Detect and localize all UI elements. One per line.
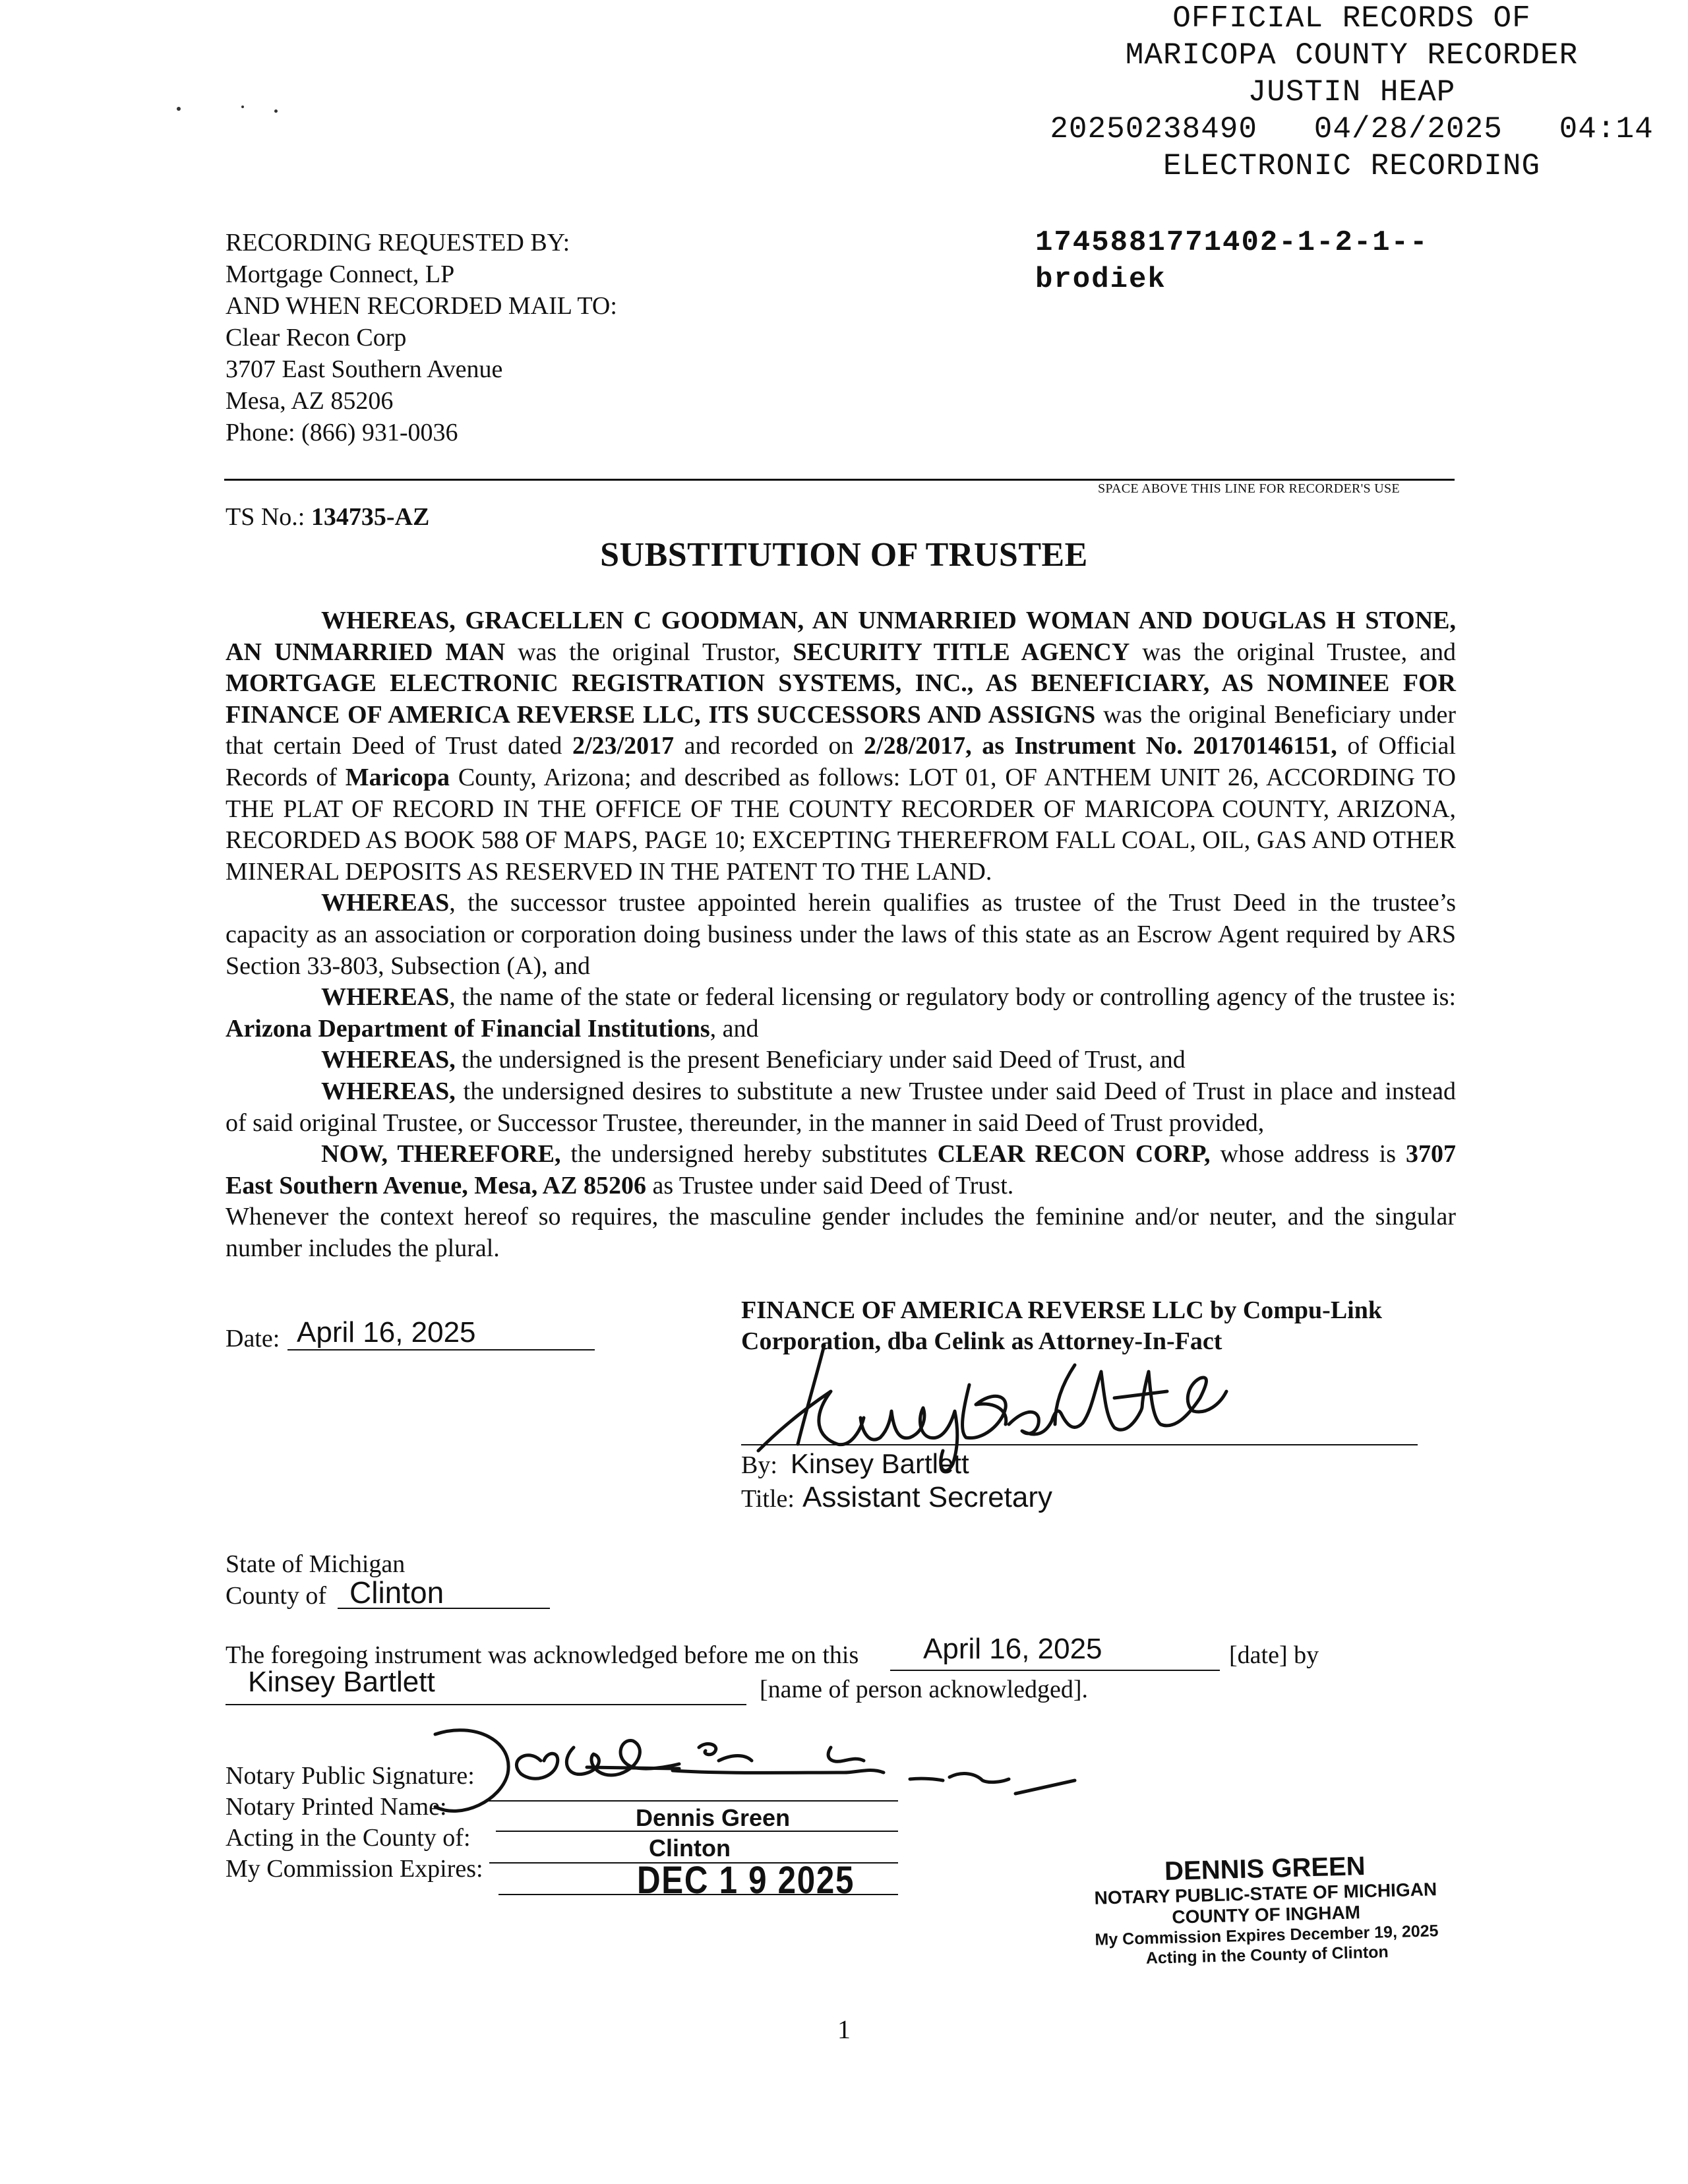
- original-beneficiary: MORTGAGE ELECTRONIC REGISTRATION SYSTEMS, INC., AS BENEFICIARY, AS NOMINEE FOR FINANCE OF AMERICA REVERSE LLC, ITS SUCCESSORS AND ASSIGNS: [226, 669, 1456, 729]
- title-row: [741, 1481, 1052, 1514]
- whereas: WHEREAS: [321, 889, 450, 917]
- paragraph-5: [226, 1076, 1456, 1139]
- ts-number: [226, 502, 429, 531]
- mail-to-name: Clear Recon Corp: [226, 324, 407, 351]
- date-underline: [287, 1349, 595, 1350]
- recorder-line-4: 20250238490 04/28/2025 04:14: [1050, 112, 1654, 146]
- new-trustee-address: 3707 East Southern Avenue, Mesa, AZ 85206: [226, 1140, 1457, 1199]
- recording-requested-block: [226, 227, 617, 448]
- mail-to-city: Mesa, AZ 85206: [226, 387, 394, 415]
- space-above-note: SPACE ABOVE THIS LINE FOR RECORDER'S USE: [1098, 481, 1400, 496]
- notary-commission-expires: DEC 1 9 2025: [637, 1859, 855, 1902]
- notary-signature-label: Notary Public Signature:: [226, 1762, 475, 1790]
- mail-to-phone: Phone: (866) 931-0036: [226, 419, 458, 446]
- stamp-county: COUNTY OF INGHAM: [1171, 1902, 1361, 1927]
- paragraph-7: Whenever the context hereof so requires, the masculine gender includes the feminine and/or neuter, and the singular number includes the plural.: [226, 1203, 1456, 1262]
- document-body: [226, 605, 1456, 1264]
- venue-state: State of Michigan: [226, 1550, 406, 1578]
- scan-speck: [177, 107, 181, 111]
- notary-signature-line: [485, 1800, 898, 1802]
- lender-line-1: FINANCE OF AMERICA REVERSE LLC by Compu-Link: [741, 1296, 1383, 1324]
- by-label: By:: [741, 1451, 777, 1479]
- text: , the name of the state or federal licensing or regulatory body or controlling agency of the trustee is:: [449, 983, 1456, 1012]
- text: was the original Trustor,: [505, 638, 793, 666]
- stamp-notary-name: DENNIS GREEN: [1164, 1852, 1366, 1886]
- instrument-number: 2/28/2017, as Instrument No. 20170146151,: [864, 732, 1337, 760]
- text: , the successor trustee appointed herein qualifies as trustee of the Trust Deed in the trustee’s capacity as an association or corporation doing business under the laws of this state as an Escrow Agent required by ARS Section 33-803, Subsection (A), and: [226, 889, 1456, 980]
- regulatory-body: Arizona Department of Financial Institutions: [226, 1014, 710, 1043]
- signer-title: Assistant Secretary: [802, 1481, 1053, 1513]
- mail-to-street: 3707 East Southern Avenue: [226, 355, 503, 383]
- whereas: WHEREAS,: [321, 1046, 456, 1074]
- acknowledged-person-suffix: [name of person acknowledged].: [760, 1676, 1089, 1703]
- recorder-line-5: ELECTRONIC RECORDING: [1162, 149, 1541, 183]
- recorder-header: [1029, 0, 1675, 185]
- recording-id-line-1: 1745881771402-1-2-1--: [1035, 226, 1429, 259]
- venue-county-value: Clinton: [349, 1575, 444, 1610]
- paragraph-6: [226, 1139, 1456, 1201]
- notary-printed-name: Dennis Green: [636, 1804, 791, 1831]
- date-label: Date:: [226, 1325, 280, 1352]
- paragraph-1: [226, 605, 1456, 888]
- notary-stamp: [1054, 1849, 1478, 1971]
- date-value: April 16, 2025: [297, 1316, 476, 1349]
- stamp-expiration: My Commission Expires December 19, 2025: [1095, 1922, 1439, 1949]
- original-trustee: SECURITY TITLE AGENCY: [793, 638, 1130, 666]
- scan-speck: [274, 109, 278, 113]
- text: was the original Beneficiary under that certain Deed of Trust dated: [226, 700, 1457, 760]
- text: the undersigned desires to substitute a new Trustee under said Deed of Trust in place and instead of said original Trustee, or Successor Trustee, thereunder, in the manner in said Deed of Trust provided,: [226, 1077, 1456, 1137]
- ts-number-label: TS No.:: [226, 503, 305, 531]
- paragraph-4: [226, 1045, 1456, 1076]
- trustor-names: WHEREAS, GRACELLEN C GOODMAN, AN UNMARRIED WOMAN AND DOUGLAS H STONE, AN UNMARRIED MAN: [226, 607, 1456, 666]
- county-underline: [338, 1608, 550, 1609]
- acknowledged-person-underline: [226, 1704, 746, 1705]
- acknowledgement-date: April 16, 2025: [923, 1633, 1102, 1665]
- lender-line-2: Corporation, dba Celink as Attorney-In-Fact: [741, 1327, 1222, 1355]
- by-row: [741, 1448, 969, 1480]
- text: and recorded on: [674, 732, 864, 760]
- now-therefore: NOW, THEREFORE,: [321, 1140, 561, 1168]
- stamp-state: NOTARY PUBLIC-STATE OF MICHIGAN: [1094, 1879, 1437, 1908]
- signature-line: [741, 1444, 1418, 1445]
- scan-speck: [241, 106, 244, 108]
- whereas: WHEREAS,: [321, 1077, 456, 1105]
- requested-by-value: Mortgage Connect, LP: [226, 260, 455, 288]
- recorder-line-1: OFFICIAL RECORDS OF: [1172, 1, 1531, 36]
- legal-description: County, Arizona; and described as follows: LOT 01, OF ANTHEM UNIT 26, ACCORDING TO THE PLAT OF RECORD IN THE OFFICE OF THE COUNTY RECORDER OF MARICOPA COUNTY, ARIZONA, RECORDED AS BOOK 588 OF MAPS, PAGE 10; EXCEPTING THEREFROM FALL COAL, OIL, GAS AND OTHER MINERAL DEPOSITS AS RESERVED IN THE PATENT TO THE LAND.: [226, 763, 1456, 886]
- paragraph-2: [226, 888, 1456, 982]
- page-number: 1: [837, 2015, 851, 2044]
- county-name: Maricopa: [345, 763, 450, 791]
- text: as Trustee under said Deed of Trust.: [646, 1171, 1014, 1199]
- ts-number-value: 134735-AZ: [311, 503, 430, 531]
- acknowledgement-date-underline: [890, 1670, 1220, 1671]
- recorder-line-3: JUSTIN HEAP: [1248, 75, 1456, 109]
- title-label: Title:: [741, 1485, 795, 1513]
- recording-id-line-2: brodiek: [1035, 263, 1166, 296]
- whereas: WHEREAS: [321, 983, 450, 1012]
- notary-commission-expires-label: My Commission Expires:: [226, 1855, 483, 1883]
- notary-signature: [422, 1721, 1121, 1820]
- recording-id: [1035, 224, 1429, 298]
- text: the undersigned is the present Beneficiary under said Deed of Trust, and: [455, 1046, 1186, 1074]
- notary-acting-county-label: Acting in the County of:: [226, 1824, 471, 1852]
- text: whose address is: [1210, 1140, 1406, 1168]
- new-trustee: CLEAR RECON CORP,: [937, 1140, 1211, 1168]
- text: the undersigned hereby substitutes: [560, 1140, 938, 1168]
- signer-name: Kinsey Bartlett: [790, 1448, 969, 1479]
- document-title: SUBSTITUTION OF TRUSTEE: [600, 536, 1088, 574]
- requested-by-label: RECORDING REQUESTED BY:: [226, 229, 570, 257]
- text: , and: [709, 1014, 759, 1043]
- text: of Official Records of: [226, 732, 1456, 791]
- acknowledgement-text: The foregoing instrument was acknowledged before me on this: [226, 1641, 859, 1669]
- notary-acting-county: Clinton: [649, 1835, 731, 1862]
- stamp-acting-county: Acting in the County of Clinton: [1145, 1943, 1389, 1968]
- text: was the original Trustee, and: [1130, 638, 1456, 666]
- notary-printed-name-label: Notary Printed Name:: [226, 1793, 447, 1821]
- recorder-line-2: MARICOPA COUNTY RECORDER: [1125, 38, 1579, 73]
- deed-date: 2/23/2017: [572, 732, 675, 760]
- acknowledged-person: Kinsey Bartlett: [248, 1666, 435, 1698]
- paragraph-3: [226, 982, 1456, 1045]
- venue-county-label: County of: [226, 1582, 327, 1610]
- recorder-divider: [224, 479, 1455, 481]
- acknowledgement-date-suffix: [date] by: [1229, 1641, 1319, 1669]
- mail-to-label: AND WHEN RECORDED MAIL TO:: [226, 292, 617, 320]
